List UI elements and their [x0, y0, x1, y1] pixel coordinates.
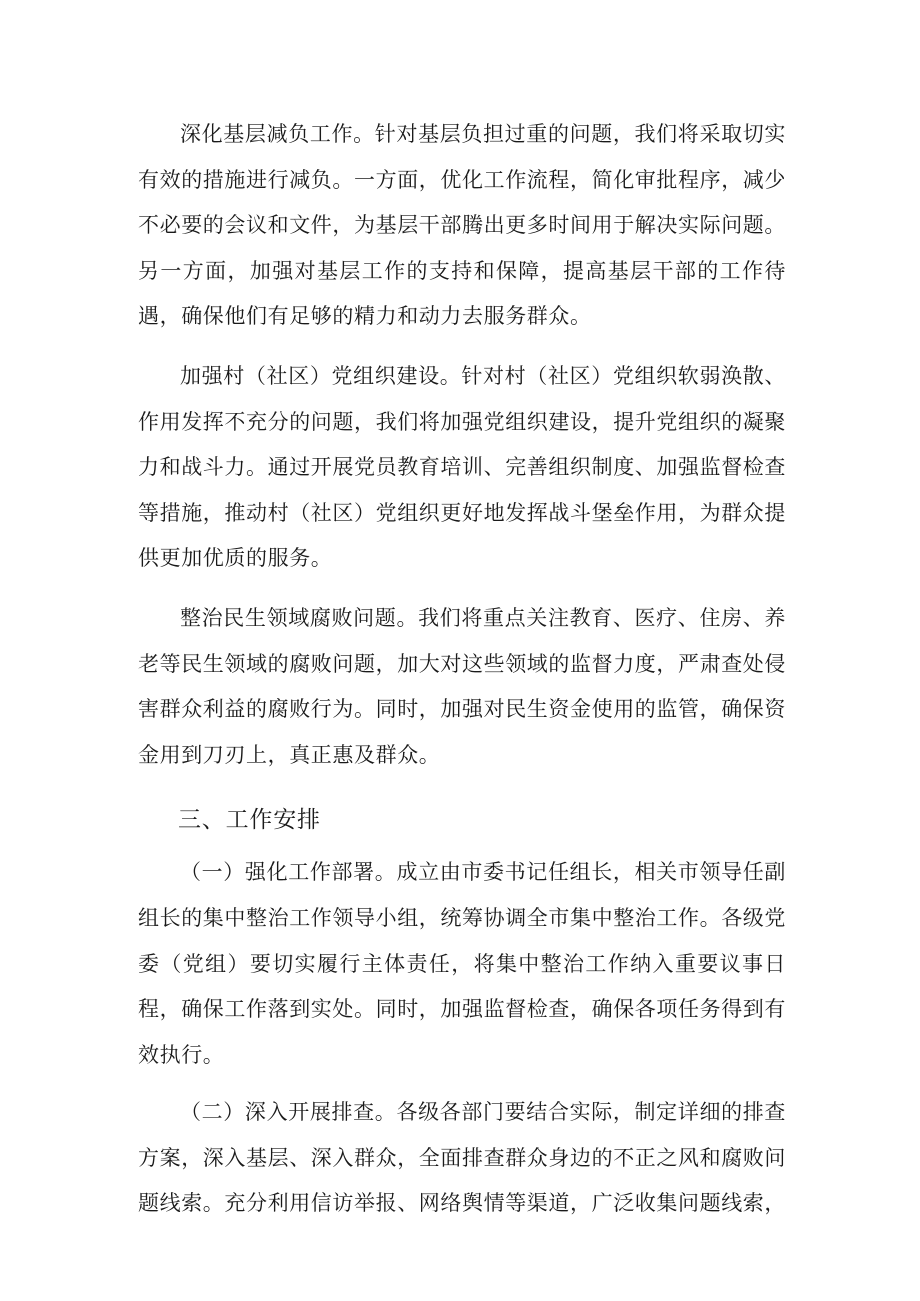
paragraph-livelihood-corruption: 整治民生领域腐败问题。我们将重点关注教育、医疗、住房、养老等民生领域的腐败问题，加大对这些领域的监督力度，严肃查处侵害群众利益的腐败行为。同时，加强对民生资金使用的监管，确保资金用到刀刃上，真正惠及群众。: [138, 605, 786, 767]
document-body: [138, 112, 786, 1227]
paragraph-strengthen-deployment: （一）强化工作部署。成立由市委书记任组长，相关市领导任副组长的集中整治工作领导小组，统筹协调全市集中整治工作。各级党委（党组）要切实履行主体责任，将集中整治工作纳入重要议事日程，确保工作落到实处。同时，加强监督检查，确保各项任务得到有效执行。: [138, 860, 786, 1067]
paragraph-grassroots-burden-reduction: 深化基层减负工作。针对基层负担过重的问题，我们将采取切实有效的措施进行减负。一方面，优化工作流程，简化审批程序，减少不必要的会议和文件，为基层干部腾出更多时间用于解决实际问题。另一方面，加强对基层工作的支持和保障，提高基层干部的工作待遇，确保他们有足够的精力和动力去服务群众。: [138, 122, 786, 329]
paragraph-village-party-building: 加强村（社区）党组织建设。针对村（社区）党组织软弱涣散、作用发挥不充分的问题，我们将加强党组织建设，提升党组织的凝聚力和战斗力。通过开展党员教育培训、完善组织制度、加强监督检查等措施，推动村（社区）党组织更好地发挥战斗堡垒作用，为群众提供更加优质的服务。: [138, 363, 786, 571]
paragraph-conduct-investigation: （二）深入开展排查。各级各部门要结合实际，制定详细的排查方案，深入基层、深入群众，全面排查群众身边的不正之风和腐败问题线索。充分利用信访举报、网络舆情等渠道，广泛收集问题线索，: [138, 1100, 786, 1216]
section-heading-work-arrangement: 三、工作安排: [178, 807, 321, 834]
